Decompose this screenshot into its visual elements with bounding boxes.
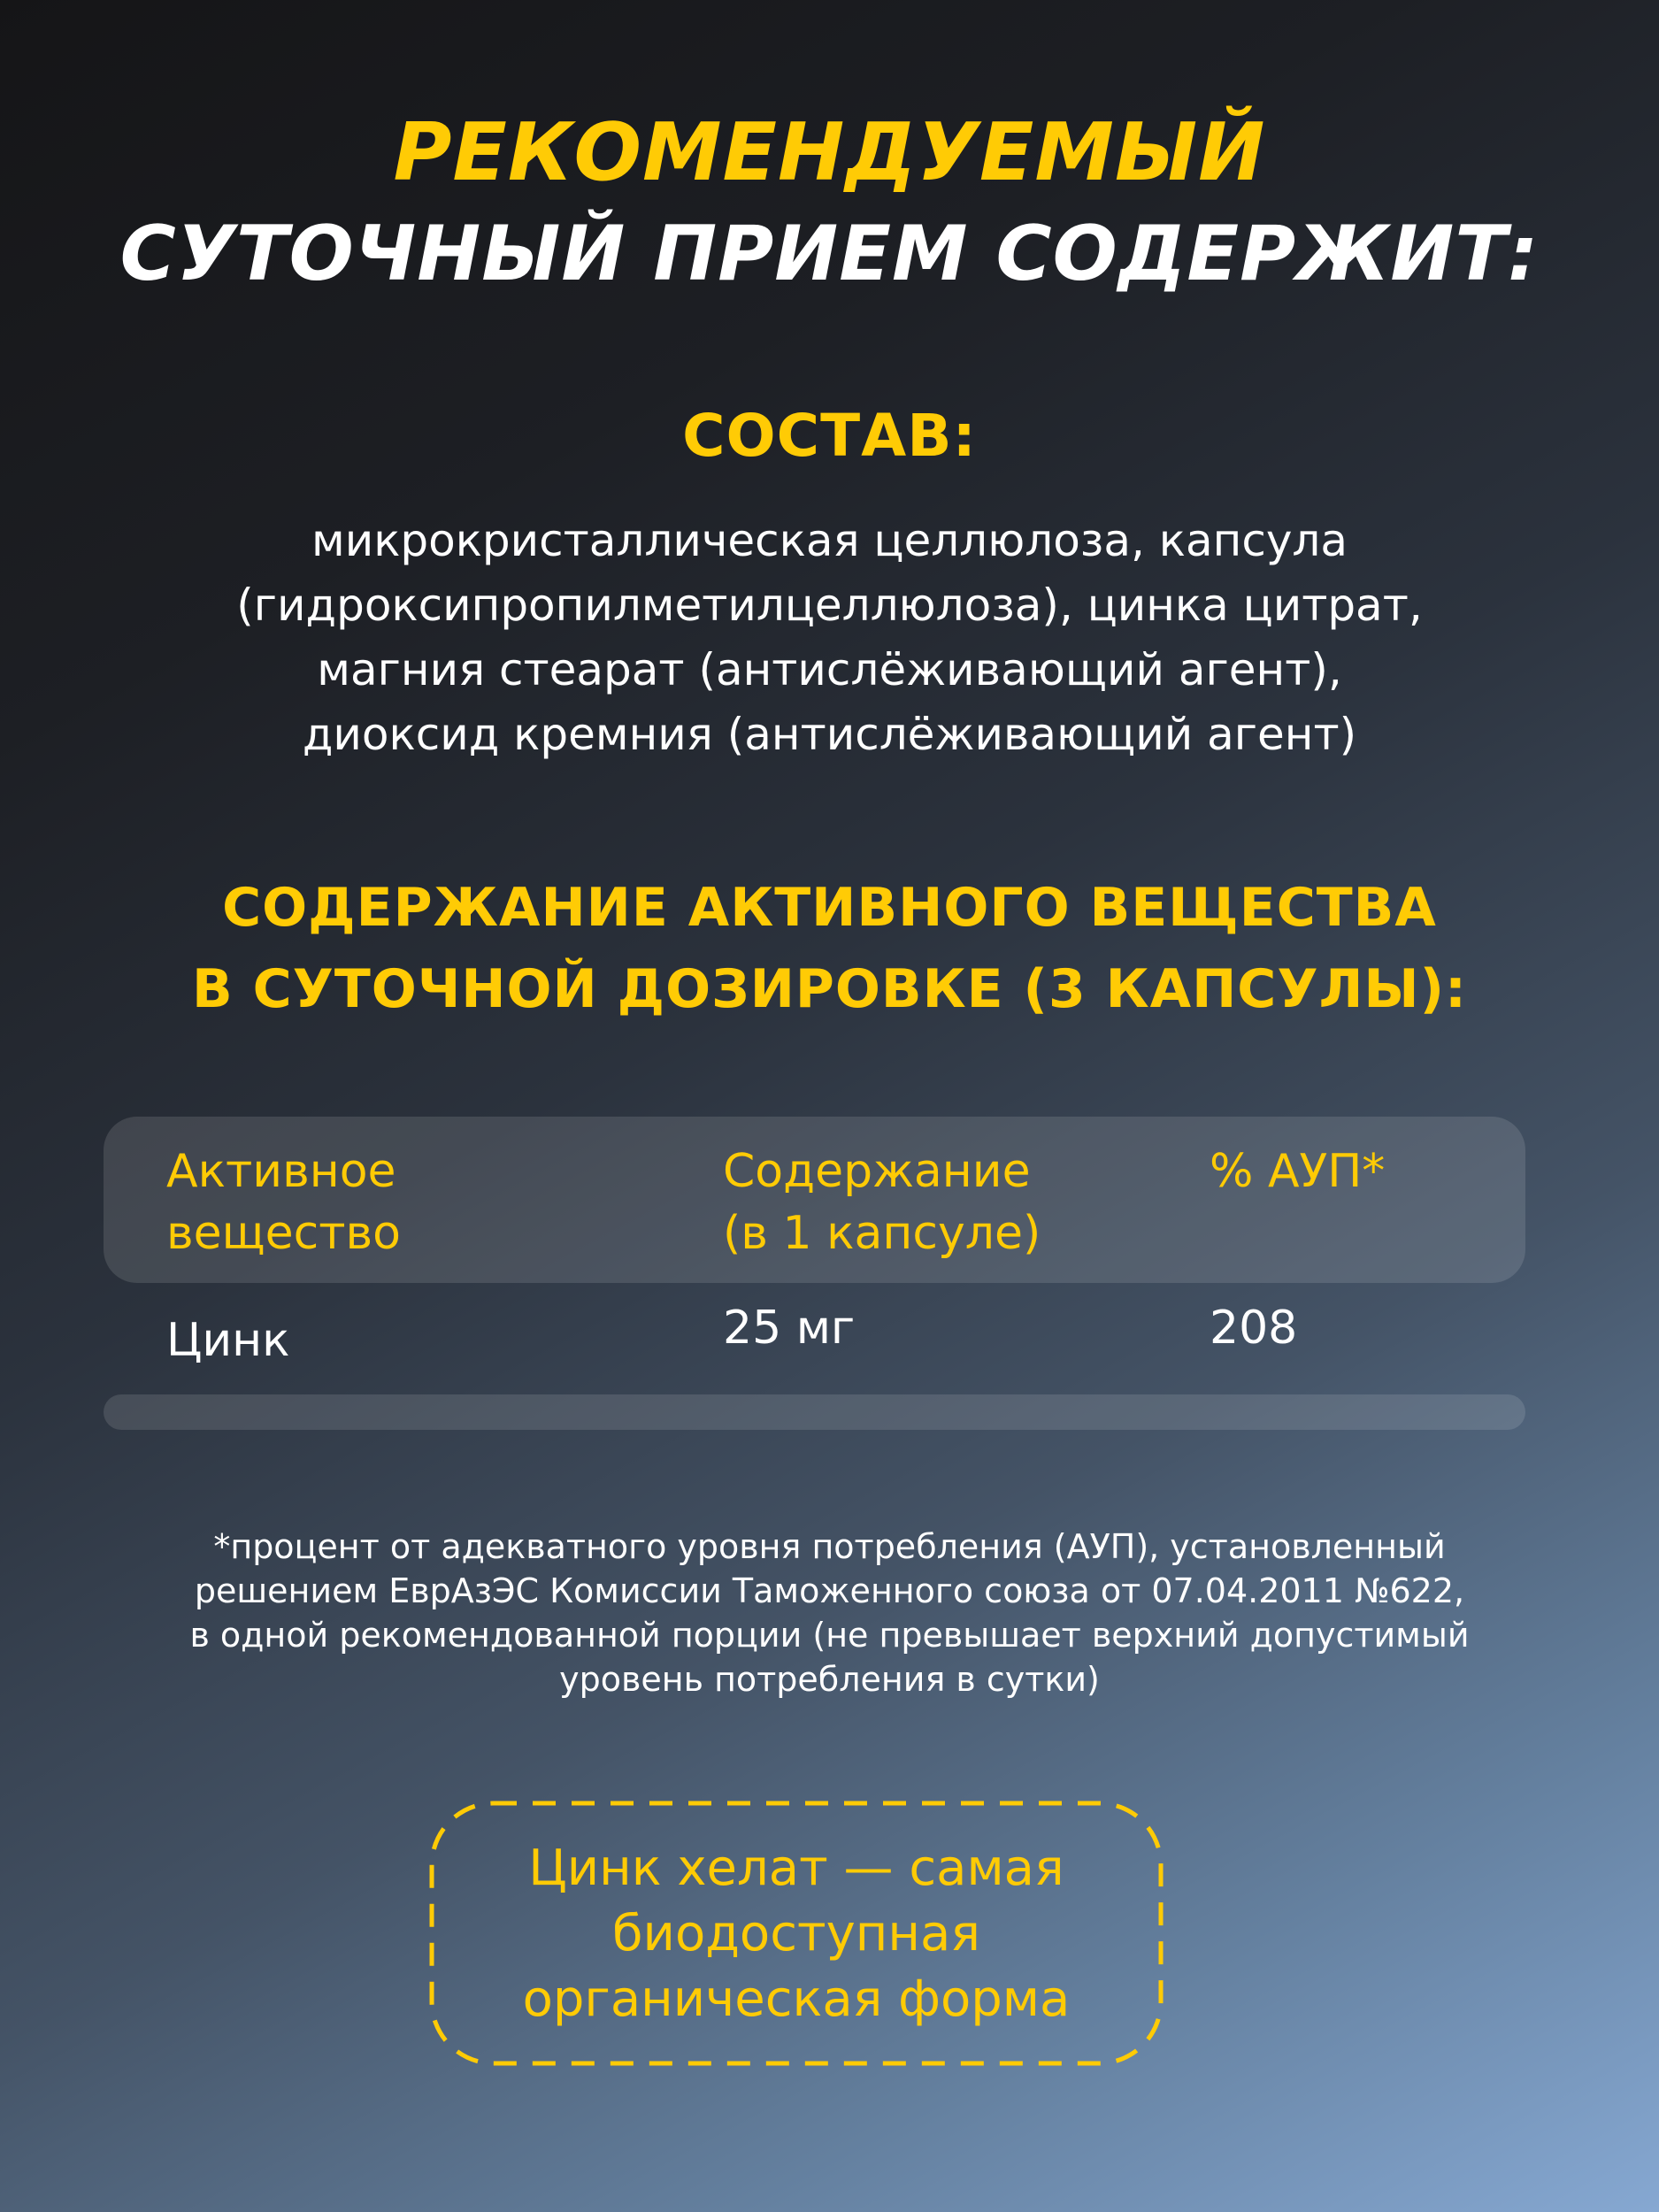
active-title-line: СОДЕРЖАНИЕ АКТИВНОГО ВЕЩЕСТВА bbox=[222, 877, 1437, 939]
column-header-line: Содержание bbox=[723, 1145, 1031, 1198]
heading-line-1: РЕКОМЕНДУЕМЫЙ bbox=[393, 106, 1266, 199]
cell-content: 25 мг bbox=[723, 1302, 856, 1355]
active-substance-table bbox=[104, 1117, 1525, 1431]
table-bottom-divider bbox=[104, 1394, 1525, 1430]
footnote-line: *процент от адекватного уровня потребления (АУП), установленный bbox=[213, 1527, 1446, 1566]
footnote-line: решением ЕврАзЭС Комиссии Таможенного союза от 07.04.2011 №622, bbox=[194, 1571, 1465, 1610]
column-header-content bbox=[723, 1141, 1041, 1264]
column-header-line: вещество bbox=[166, 1207, 401, 1260]
column-header-line: Активное bbox=[166, 1145, 396, 1198]
column-header-aup: % АУП* bbox=[1210, 1145, 1386, 1198]
callout-text bbox=[429, 1836, 1164, 2032]
cell-substance: Цинк bbox=[166, 1314, 290, 1367]
column-header-line: (в 1 капсуле) bbox=[723, 1207, 1041, 1260]
callout-line: биодоступная bbox=[612, 1905, 980, 1962]
table-header bbox=[104, 1117, 1525, 1283]
composition-text bbox=[0, 509, 1659, 767]
cell-aup: 208 bbox=[1210, 1302, 1298, 1355]
composition-line: магния стеарат (антислёживающий агент), bbox=[317, 644, 1342, 695]
composition-line: микрокристаллическая целлюлоза, капсула bbox=[311, 515, 1348, 566]
composition-title: СОСТАВ: bbox=[682, 402, 977, 470]
callout-line: органическая форма bbox=[522, 1970, 1071, 2028]
composition-line: диоксид кремния (антислёживающий агент) bbox=[302, 709, 1357, 760]
column-header-substance bbox=[166, 1141, 401, 1264]
footnote bbox=[0, 1525, 1659, 1701]
composition-line: (гидроксипропилметилцеллюлоза), цинка цитрат, bbox=[236, 580, 1423, 631]
active-title-line: В СУТОЧНОЙ ДОЗИРОВКЕ (3 КАПСУЛЫ): bbox=[191, 958, 1468, 1020]
callout-line: Цинк хелат — самая bbox=[528, 1839, 1064, 1897]
callout-box bbox=[429, 1801, 1164, 2066]
footnote-line: в одной рекомендованной порции (не превышает верхний допустимый bbox=[189, 1616, 1470, 1655]
active-substance-title bbox=[0, 867, 1659, 1030]
heading-line-2: СУТОЧНЫЙ ПРИЕМ СОДЕРЖИТ: bbox=[119, 210, 1540, 298]
footnote-line: уровень потребления в сутки) bbox=[559, 1660, 1100, 1699]
